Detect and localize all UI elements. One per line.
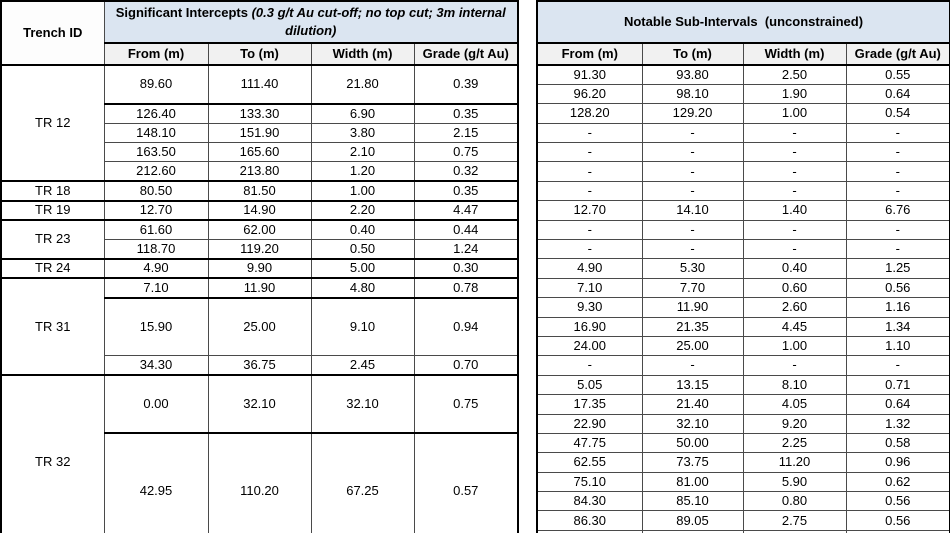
intercept-from-cell: 4.90: [104, 259, 208, 278]
sub-intervals-title-text: Notable Sub-Intervals (unconstrained): [623, 14, 864, 30]
sub-interval-grade-cell: 0.64: [846, 84, 950, 103]
sub-interval-width-cell: 5.90: [743, 472, 846, 491]
sub-interval-width-cell: 0.60: [743, 278, 846, 297]
sub-interval-row: [537, 220, 950, 239]
sub-interval-grade-cell: 1.10: [846, 336, 950, 355]
sub-interval-width-cell: 1.00: [743, 336, 846, 355]
sub-interval-to-cell: 7.70: [642, 278, 743, 297]
sub-interval-grade-cell: 0.64: [846, 395, 950, 414]
sub-interval-width-cell: -: [743, 220, 846, 239]
sub-interval-width-cell: 2.75: [743, 511, 846, 530]
trench-label: TR 19: [1, 201, 104, 220]
sub-interval-from-cell: 24.00: [537, 336, 642, 355]
intercept-from-cell: 34.30: [104, 356, 208, 375]
intercept-width-cell: 1.00: [311, 181, 414, 200]
sub-intervals-title: [537, 1, 950, 43]
left-col-width: Width (m): [311, 43, 414, 65]
sub-interval-to-cell: -: [642, 356, 743, 375]
sub-interval-from-cell: 91.30: [537, 65, 642, 84]
intercept-to-cell: 81.50: [208, 181, 311, 200]
left-table-header-row: [1, 1, 518, 43]
sub-interval-width-cell: -: [743, 356, 846, 375]
left-col-grade: Grade (g/t Au): [414, 43, 518, 65]
trench-label: TR 24: [1, 259, 104, 278]
intercept-grade-cell: 4.47: [414, 201, 518, 220]
sub-interval-grade-cell: 0.56: [846, 511, 950, 530]
sub-interval-from-cell: 96.20: [537, 84, 642, 103]
sub-interval-to-cell: -: [642, 123, 743, 142]
intercept-to-cell: 32.10: [208, 375, 311, 433]
sub-interval-from-cell: 5.05: [537, 375, 642, 394]
sub-interval-grade-cell: 0.55: [846, 65, 950, 84]
sub-interval-from-cell: 75.10: [537, 472, 642, 491]
sub-interval-grade-cell: -: [846, 356, 950, 375]
sub-interval-grade-cell: 0.71: [846, 375, 950, 394]
sub-interval-from-cell: -: [537, 143, 642, 162]
sub-interval-to-cell: 50.00: [642, 433, 743, 452]
sub-interval-grade-cell: 1.32: [846, 414, 950, 433]
sub-interval-row: [537, 511, 950, 530]
right-col-from: From (m): [537, 43, 642, 65]
intercept-to-cell: 14.90: [208, 201, 311, 220]
sub-interval-width-cell: 4.05: [743, 395, 846, 414]
intercept-row: [1, 201, 518, 220]
sub-interval-width-cell: 2.25: [743, 433, 846, 452]
sub-interval-to-cell: -: [642, 220, 743, 239]
sub-interval-row: [537, 84, 950, 103]
intercept-from-cell: 212.60: [104, 162, 208, 181]
intercept-to-cell: 213.80: [208, 162, 311, 181]
sub-interval-to-cell: 32.10: [642, 414, 743, 433]
intercept-to-cell: 9.90: [208, 259, 311, 278]
sub-interval-to-cell: 13.15: [642, 375, 743, 394]
intercept-grade-cell: 0.57: [414, 433, 518, 533]
intercept-width-cell: 32.10: [311, 375, 414, 433]
sub-interval-from-cell: -: [537, 162, 642, 181]
trench-label: TR 32: [1, 375, 104, 533]
title-main-text: Significant Intercepts: [115, 5, 252, 21]
sub-interval-width-cell: -: [743, 240, 846, 259]
intercept-to-cell: 111.40: [208, 65, 311, 104]
intercept-to-cell: 25.00: [208, 298, 311, 356]
sub-interval-width-cell: 11.20: [743, 453, 846, 472]
intercept-to-cell: 151.90: [208, 123, 311, 142]
sub-interval-from-cell: -: [537, 123, 642, 142]
intercept-width-cell: 2.10: [311, 143, 414, 162]
intercept-grade-cell: 0.94: [414, 298, 518, 356]
sub-interval-width-cell: 4.45: [743, 317, 846, 336]
sub-interval-from-cell: 84.30: [537, 492, 642, 511]
sub-interval-from-cell: 47.75: [537, 433, 642, 452]
sub-interval-from-cell: -: [537, 181, 642, 200]
title-cutoff-note: (0.3 g/t Au cut-off; no top cut; 3m internal dilution): [251, 5, 506, 38]
intercept-row: [1, 181, 518, 200]
sub-interval-row: [537, 278, 950, 297]
sub-interval-row: [537, 453, 950, 472]
sub-interval-grade-cell: 0.58: [846, 433, 950, 452]
sub-intervals-table: [536, 0, 950, 533]
significant-intercepts-title: [104, 1, 518, 43]
right-table-header-row: [537, 1, 950, 43]
intercept-from-cell: 7.10: [104, 278, 208, 297]
sub-interval-to-cell: 129.20: [642, 104, 743, 123]
intercept-to-cell: 36.75: [208, 356, 311, 375]
sub-interval-row: [537, 123, 950, 142]
right-col-width: Width (m): [743, 43, 846, 65]
intercept-width-cell: 2.20: [311, 201, 414, 220]
sub-interval-grade-cell: 1.34: [846, 317, 950, 336]
sub-interval-width-cell: 2.50: [743, 65, 846, 84]
intercept-width-cell: 2.45: [311, 356, 414, 375]
sub-interval-width-cell: 2.60: [743, 298, 846, 317]
sub-interval-row: [537, 162, 950, 181]
intercept-width-cell: 0.40: [311, 220, 414, 239]
sub-interval-from-cell: -: [537, 240, 642, 259]
left-col-from: From (m): [104, 43, 208, 65]
intercept-grade-cell: 0.32: [414, 162, 518, 181]
trench-label: TR 18: [1, 181, 104, 200]
intercept-grade-cell: 0.75: [414, 143, 518, 162]
sub-interval-row: [537, 472, 950, 491]
sub-interval-grade-cell: 1.16: [846, 298, 950, 317]
intercept-row: [1, 375, 518, 394]
sub-interval-to-cell: 14.10: [642, 201, 743, 220]
sub-interval-to-cell: 11.90: [642, 298, 743, 317]
intercept-width-cell: 6.90: [311, 104, 414, 123]
intercept-width-cell: 21.80: [311, 65, 414, 104]
sub-interval-to-cell: -: [642, 240, 743, 259]
intercept-from-cell: 61.60: [104, 220, 208, 239]
sub-interval-to-cell: -: [642, 143, 743, 162]
intercept-from-cell: 12.70: [104, 201, 208, 220]
intercept-from-cell: 163.50: [104, 143, 208, 162]
sub-interval-grade-cell: -: [846, 181, 950, 200]
sub-interval-grade-cell: 0.62: [846, 472, 950, 491]
intercept-from-cell: 80.50: [104, 181, 208, 200]
intercept-grade-cell: 0.35: [414, 104, 518, 123]
intercept-grade-cell: 0.70: [414, 356, 518, 375]
sub-interval-width-cell: 1.90: [743, 84, 846, 103]
sub-interval-row: [537, 181, 950, 200]
trench-id-header: Trench ID: [1, 1, 104, 65]
trench-label: TR 23: [1, 220, 104, 259]
sub-interval-row: [537, 336, 950, 355]
sub-interval-width-cell: 0.80: [743, 492, 846, 511]
sub-interval-to-cell: 21.35: [642, 317, 743, 336]
sub-interval-width-cell: 0.40: [743, 259, 846, 278]
sub-interval-row: [537, 414, 950, 433]
sub-interval-row: [537, 259, 950, 278]
intercept-width-cell: 1.20: [311, 162, 414, 181]
trench-label: TR 31: [1, 278, 104, 375]
sub-interval-row: [537, 65, 950, 84]
sub-interval-grade-cell: -: [846, 143, 950, 162]
sub-interval-grade-cell: -: [846, 123, 950, 142]
sub-interval-row: [537, 492, 950, 511]
sub-interval-from-cell: 62.55: [537, 453, 642, 472]
sub-interval-grade-cell: -: [846, 240, 950, 259]
intercept-grade-cell: 0.39: [414, 65, 518, 104]
intercept-grade-cell: 0.30: [414, 259, 518, 278]
intercept-from-cell: 148.10: [104, 123, 208, 142]
sub-interval-width-cell: -: [743, 143, 846, 162]
sub-interval-row: [537, 143, 950, 162]
intercept-to-cell: 119.20: [208, 240, 311, 259]
sub-interval-to-cell: -: [642, 181, 743, 200]
intercept-grade-cell: 0.75: [414, 375, 518, 433]
sub-interval-width-cell: 8.10: [743, 375, 846, 394]
right-column-header-row: [537, 43, 950, 65]
sub-interval-from-cell: 4.90: [537, 259, 642, 278]
intercept-row: [1, 65, 518, 84]
sub-interval-row: [537, 433, 950, 452]
intercept-width-cell: 4.80: [311, 278, 414, 297]
sub-interval-to-cell: 89.05: [642, 511, 743, 530]
sub-interval-to-cell: 93.80: [642, 65, 743, 84]
sub-interval-row: [537, 240, 950, 259]
right-col-grade: Grade (g/t Au): [846, 43, 950, 65]
intercept-width-cell: 9.10: [311, 298, 414, 356]
sub-interval-to-cell: -: [642, 162, 743, 181]
trench-label: TR 12: [1, 65, 104, 181]
intercept-to-cell: 62.00: [208, 220, 311, 239]
sub-interval-grade-cell: 0.56: [846, 278, 950, 297]
sub-interval-from-cell: 22.90: [537, 414, 642, 433]
sub-interval-from-cell: 16.90: [537, 317, 642, 336]
intercept-to-cell: 11.90: [208, 278, 311, 297]
sub-interval-grade-cell: -: [846, 220, 950, 239]
left-col-to: To (m): [208, 43, 311, 65]
sub-interval-from-cell: 12.70: [537, 201, 642, 220]
intercept-to-cell: 165.60: [208, 143, 311, 162]
intercept-grade-cell: 0.44: [414, 220, 518, 239]
sub-interval-grade-cell: 6.76: [846, 201, 950, 220]
sub-interval-from-cell: 9.30: [537, 298, 642, 317]
intercept-from-cell: 118.70: [104, 240, 208, 259]
sub-interval-from-cell: -: [537, 356, 642, 375]
sub-interval-grade-cell: 0.56: [846, 492, 950, 511]
intercept-grade-cell: 0.35: [414, 181, 518, 200]
sub-interval-row: [537, 395, 950, 414]
sub-interval-row: [537, 375, 950, 394]
intercept-row: [1, 259, 518, 278]
intercept-grade-cell: 0.78: [414, 278, 518, 297]
intercept-grade-cell: 2.15: [414, 123, 518, 142]
intercept-from-cell: 0.00: [104, 375, 208, 433]
sub-interval-grade-cell: 0.54: [846, 104, 950, 123]
sub-interval-width-cell: -: [743, 162, 846, 181]
sub-interval-width-cell: 1.40: [743, 201, 846, 220]
sub-interval-to-cell: 85.10: [642, 492, 743, 511]
sub-interval-width-cell: -: [743, 123, 846, 142]
sub-interval-to-cell: 25.00: [642, 336, 743, 355]
sub-interval-row: [537, 104, 950, 123]
intercept-from-cell: 42.95: [104, 433, 208, 533]
sub-interval-width-cell: 9.20: [743, 414, 846, 433]
intercept-width-cell: 5.00: [311, 259, 414, 278]
sub-interval-row: [537, 201, 950, 220]
intercept-to-cell: 110.20: [208, 433, 311, 533]
intercept-width-cell: 67.25: [311, 433, 414, 533]
intercept-row: [1, 220, 518, 239]
sub-interval-to-cell: 21.40: [642, 395, 743, 414]
intercept-row: [1, 278, 518, 297]
sub-interval-row: [537, 356, 950, 375]
sub-interval-to-cell: 81.00: [642, 472, 743, 491]
sub-interval-width-cell: 1.00: [743, 104, 846, 123]
intercept-width-cell: 0.50: [311, 240, 414, 259]
intercept-grade-cell: 1.24: [414, 240, 518, 259]
intercept-to-cell: 133.30: [208, 104, 311, 123]
sub-interval-from-cell: 128.20: [537, 104, 642, 123]
sub-interval-grade-cell: 1.25: [846, 259, 950, 278]
sub-interval-to-cell: 98.10: [642, 84, 743, 103]
sub-interval-to-cell: 73.75: [642, 453, 743, 472]
sub-interval-width-cell: -: [743, 181, 846, 200]
sub-interval-from-cell: 86.30: [537, 511, 642, 530]
intercept-width-cell: 3.80: [311, 123, 414, 142]
sub-interval-from-cell: -: [537, 220, 642, 239]
sub-interval-row: [537, 298, 950, 317]
sub-interval-from-cell: 17.35: [537, 395, 642, 414]
sub-interval-to-cell: 5.30: [642, 259, 743, 278]
sub-interval-row: [537, 317, 950, 336]
intercept-from-cell: 15.90: [104, 298, 208, 356]
right-col-to: To (m): [642, 43, 743, 65]
sub-interval-grade-cell: -: [846, 162, 950, 181]
sub-interval-from-cell: 7.10: [537, 278, 642, 297]
sub-interval-grade-cell: 0.96: [846, 453, 950, 472]
intercept-from-cell: 89.60: [104, 65, 208, 104]
intercept-from-cell: 126.40: [104, 104, 208, 123]
